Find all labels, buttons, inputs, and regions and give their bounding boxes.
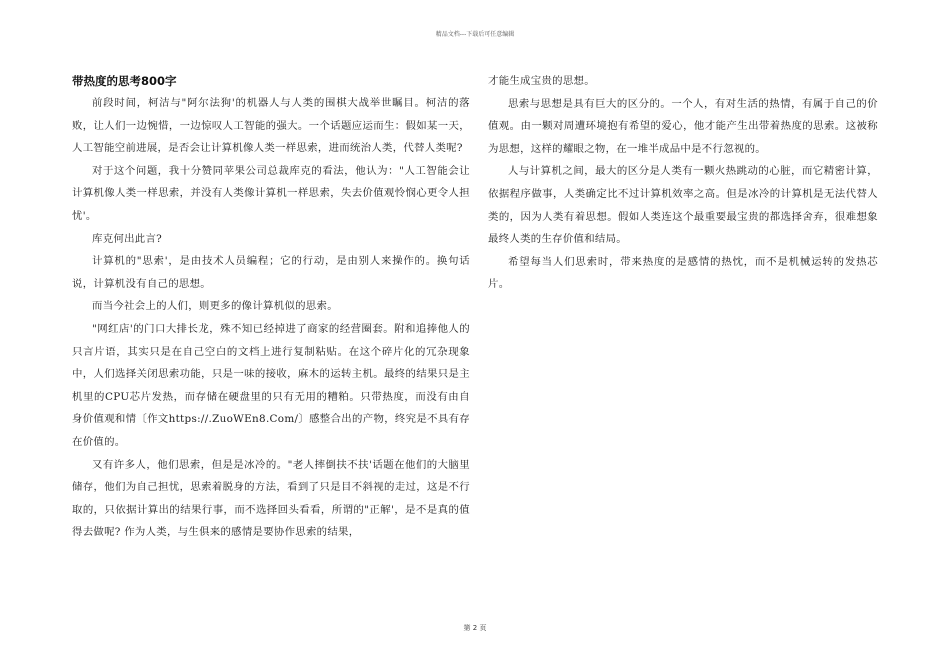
right-column xyxy=(488,70,878,296)
paragraph: 而当今社会上的人们，则更多的像计算机似的思索。 xyxy=(92,300,338,313)
paragraph: 对于这个问题，我十分赞同苹果公司总裁库克的看法，他认为："人工智能会让计算机像人类一样思索，并没有人类像计算机一样思索，失去价值观怜悯心更令人担忧'。 xyxy=(72,164,470,222)
paragraph: 希望每当人们思索时，带来热度的是感情的热忱，而不是机械运转的发热芯片。 xyxy=(488,255,878,291)
paragraph: 又有许多人，他们思索，但是是冰冷的。"老人摔倒扶不扶'话题在他们的大脑里储存，他们为自己担忧，思索着脱身的方法，看到了只是目不斜视的走过，这是不行取的，只依据计算出的结果行事，而不选择回头看看，所谓的"正解'，是不是真的值得去做呢? 作为人类，与生俱来的感情是要协作思索的结果， xyxy=(72,458,470,539)
paragraph: "网红店'的门口大排长龙，殊不知已经掉进了商家的经营圈套。附和追捧他人的只言片语，其实只是在自己空白的文档上进行复制粘贴。在这个碎片化的冗杂现象中，人们选择关闭思索功能，只是一味的接收，麻木的运转主机。最终的结果只是主机里的CPU芯片发热，而存储在硬盘里的只有无用的糟粕。只带热度，而没有由自身价值观和情〔作文https://.ZuoWEn8.Com/〕感整合出的产物，终究是不具有存在价值的。 xyxy=(72,322,470,448)
article-title: 带热度的思考800字 xyxy=(72,74,177,88)
paragraph-continuation: 才能生成宝贵的思想。 xyxy=(488,75,595,87)
paragraph: 人与计算机之间，最大的区分是人类有一颗火热跳动的心脏，而它精密计算，依据程序做事，人类确定比不过计算机效率之高。但是冰冷的计算机是无法代替人类的，因为人类有着思想。假如人类连这个最重要最宝贵的都选择舍弃，很难想象最终人类的生存价值和结局。 xyxy=(488,165,878,246)
paragraph: 计算机的"思索'，是由技术人员编程；它的行动，是由别人来操作的。换句话说，计算机没有自己的思想。 xyxy=(72,255,470,290)
paragraph: 思索与思想是具有巨大的区分的。一个人，有对生活的热情，有属于自己的价值观。由一颗对周遭环境抱有希望的爱心，他才能产生出带着热度的思索。这被称为思想，这样的耀眼之物，在一堆半成品中是不行忽视的。 xyxy=(488,97,878,155)
paragraph: 前段时间，柯洁与"阿尔法狗'的机器人与人类的围棋大战举世瞩目。柯洁的落败，让人们一边惋惜，一边惊叹人工智能的强大。一个话题应运而生：假如某一天，人工智能空前进展，是否会让计算机像人类一样思索，进而统治人类，代替人类呢? xyxy=(72,97,470,155)
left-column xyxy=(72,70,470,544)
page-header: 精品文档---下载后可任意编辑 xyxy=(435,31,515,38)
page-number: 第 2 页 xyxy=(463,624,487,632)
paragraph: 库克何出此言? xyxy=(92,232,163,245)
